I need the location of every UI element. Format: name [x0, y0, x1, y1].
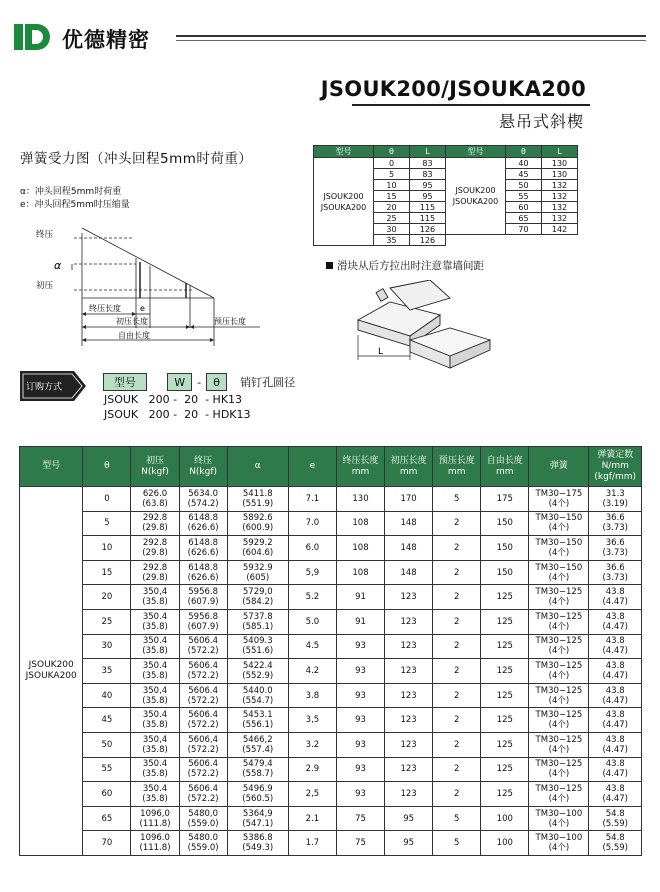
spec-cell: 350.4 (35.8) — [131, 609, 179, 634]
spec-cell: 93 — [336, 683, 384, 708]
spec-cell: 5 — [433, 831, 481, 856]
bullet-square-icon — [326, 262, 333, 269]
spec-th: 型号 — [20, 447, 83, 487]
small-cell: 35 — [374, 235, 410, 246]
spec-cell: 125 — [481, 782, 529, 807]
spring-force-diagram — [14, 218, 274, 353]
spec-cell: 43.8 (4.47) — [589, 683, 642, 708]
spec-cell: 350,4 (35.8) — [131, 732, 179, 757]
order-model-box: 型号 — [103, 373, 147, 391]
table-row — [20, 831, 642, 856]
spec-table — [19, 446, 642, 856]
spec-cell: 43.8 (4.47) — [589, 634, 642, 659]
order-format — [103, 371, 295, 391]
spec-cell: 2 — [433, 609, 481, 634]
spec-cell: TM30−125 (4个) — [529, 757, 589, 782]
spec-th: 弹簧 — [529, 447, 589, 487]
spec-cell: 5729,0 (584.2) — [227, 585, 288, 610]
small-cell: 130 — [542, 169, 578, 180]
spec-cell: 5479.4 (558.7) — [227, 757, 288, 782]
small-cell: 55 — [506, 191, 542, 202]
spec-cell: 5480,0 (559.0) — [179, 806, 227, 831]
spec-th: 预压长度 mm — [433, 447, 481, 487]
spec-cell: 40 — [83, 683, 131, 708]
small-cell: 126 — [410, 235, 446, 246]
table-row — [20, 585, 642, 610]
spec-cell: 5496.9 (560.5) — [227, 782, 288, 807]
label-initial-pressure: 初压 — [36, 281, 54, 291]
table-row — [314, 158, 578, 169]
spec-cell: 2 — [433, 732, 481, 757]
spec-cell: 148 — [385, 536, 433, 561]
spec-cell: 123 — [385, 634, 433, 659]
spec-cell: 350,4 (35.8) — [131, 585, 179, 610]
spec-cell: 350.4 (35.8) — [131, 757, 179, 782]
small-cell: 115 — [410, 202, 446, 213]
table-row — [20, 732, 642, 757]
spec-cell: 75 — [336, 831, 384, 856]
small-cell: 30 — [374, 224, 410, 235]
diagram-legend — [20, 186, 130, 212]
spec-cell: 123 — [385, 585, 433, 610]
spec-th: α — [227, 447, 288, 487]
spec-cell: 20 — [83, 585, 131, 610]
label-L: L — [378, 347, 384, 357]
spec-cell: 43.8 (4.47) — [589, 659, 642, 684]
spec-cell: 43.8 (4.47) — [589, 782, 642, 807]
small-cell: 132 — [542, 202, 578, 213]
table-row — [20, 609, 642, 634]
small-cell: 142 — [542, 224, 578, 235]
spec-cell: 125 — [481, 757, 529, 782]
spec-cell: 125 — [481, 609, 529, 634]
spec-th: 弹簧定数 N/mm (kgf/mm) — [589, 447, 642, 487]
small-empty-cell — [446, 235, 578, 246]
small-cell: 132 — [542, 191, 578, 202]
spec-cell: 350,4 (35.8) — [131, 683, 179, 708]
spec-cell: 25 — [83, 609, 131, 634]
spec-cell: 2.1 — [288, 806, 336, 831]
spec-cell: 292.8 (29.8) — [131, 560, 179, 585]
spec-cell: 108 — [336, 536, 384, 561]
small-cell: 65 — [506, 213, 542, 224]
jd-logo-icon — [14, 24, 56, 50]
spec-cell: 108 — [336, 560, 384, 585]
small-cell: 0 — [374, 158, 410, 169]
spec-cell: 54.8 (5.59) — [589, 806, 642, 831]
spec-cell: 30 — [83, 634, 131, 659]
spec-cell: 2 — [433, 560, 481, 585]
spec-cell: 3,5 — [288, 708, 336, 733]
small-th: 型号 — [446, 146, 506, 158]
spec-cell: 43.8 (4.47) — [589, 757, 642, 782]
spec-cell: 5440.0 (554.7) — [227, 683, 288, 708]
spec-cell: 5737.8 (585.1) — [227, 609, 288, 634]
legend-e: e：冲头回程5mm时压缩量 — [20, 200, 130, 210]
order-w-box: W — [167, 373, 192, 391]
spec-cell: 5606.4 (572.2) — [179, 708, 227, 733]
spec-cell: 5956.8 (607.9) — [179, 585, 227, 610]
spec-th: 终压长度 mm — [336, 447, 384, 487]
spec-cell: 3.2 — [288, 732, 336, 757]
spec-cell: 93 — [336, 732, 384, 757]
spec-cell: 350.4 (35.8) — [131, 708, 179, 733]
spec-cell: 5.0 — [288, 609, 336, 634]
spec-cell: 7.0 — [288, 511, 336, 536]
spec-cell: 130 — [336, 487, 384, 512]
spec-cell: 5606.4 (572.2) — [179, 782, 227, 807]
spec-cell: 43.8 (4.47) — [589, 732, 642, 757]
spec-cell: 123 — [385, 732, 433, 757]
label-free-length: 自由长度 — [118, 331, 150, 340]
spec-cell: 5929.2 (604.6) — [227, 536, 288, 561]
small-cell: 132 — [542, 180, 578, 191]
spec-cell: 2,5 — [288, 782, 336, 807]
spec-cell: 5,9 — [288, 560, 336, 585]
spec-cell: 6.0 — [288, 536, 336, 561]
small-cell: 83 — [410, 169, 446, 180]
spec-cell: 93 — [336, 782, 384, 807]
spec-cell: 5364,9 (547.1) — [227, 806, 288, 831]
spec-th: θ — [83, 447, 131, 487]
spec-cell: 175 — [481, 487, 529, 512]
header-rule — [176, 35, 646, 37]
order-badge-text: 订购方式 — [26, 382, 63, 393]
spec-cell: 350.4 (35.8) — [131, 659, 179, 684]
label-end-pressure: 终压 — [36, 230, 54, 240]
label-alpha: α — [54, 259, 62, 272]
spec-cell: 36.6 (3.73) — [589, 511, 642, 536]
label-e: e — [140, 304, 145, 313]
spec-cell: 60 — [83, 782, 131, 807]
spec-cell: 5466,2 (557.4) — [227, 732, 288, 757]
spec-cell: 0 — [83, 487, 131, 512]
spec-cell: 3.8 — [288, 683, 336, 708]
table-row — [20, 487, 642, 512]
brand-name: 优德精密 — [62, 28, 150, 52]
spec-cell: 123 — [385, 683, 433, 708]
title-rule — [352, 104, 590, 106]
wedge-illustration — [350, 280, 500, 370]
spec-cell: 5932.9 (605) — [227, 560, 288, 585]
spec-cell: 5 — [83, 511, 131, 536]
small-cell: 15 — [374, 191, 410, 202]
spec-th: e — [288, 447, 336, 487]
spec-cell: 5 — [433, 806, 481, 831]
spec-cell: 125 — [481, 585, 529, 610]
order-theta-box: θ — [206, 373, 227, 391]
table-row — [20, 806, 642, 831]
spec-cell: 5606.4 (572.2) — [179, 757, 227, 782]
spec-cell: 5453.1 (556.1) — [227, 708, 288, 733]
spec-cell: 43.8 (4.47) — [589, 609, 642, 634]
spec-cell: 15 — [83, 560, 131, 585]
spec-cell: 93 — [336, 659, 384, 684]
order-code-line: JSOUK 200 - 20 - HDK13 — [104, 408, 251, 421]
spec-cell: 5386.8 (549.3) — [227, 831, 288, 856]
table-row — [20, 560, 642, 585]
spec-cell: 292.8 (29.8) — [131, 511, 179, 536]
small-cell: 5 — [374, 169, 410, 180]
spec-cell: 5606.4 (572.2) — [179, 634, 227, 659]
spec-cell: 6148.8 (626.6) — [179, 560, 227, 585]
order-code-line: JSOUK 200 - 20 - HK13 — [104, 393, 243, 406]
spec-cell: TM30−150 (4个) — [529, 560, 589, 585]
spec-cell: 5606.4 (572.2) — [179, 659, 227, 684]
spec-cell: TM30−100 (4个) — [529, 831, 589, 856]
small-model-cell: JSOUK200 JSOUKA200 — [314, 158, 374, 246]
table-row — [20, 634, 642, 659]
spec-cell: 5956.8 (607.9) — [179, 609, 227, 634]
table-row — [20, 659, 642, 684]
spec-cell: 5.2 — [288, 585, 336, 610]
spec-cell: 10 — [83, 536, 131, 561]
spec-cell: 50 — [83, 732, 131, 757]
small-cell: 20 — [374, 202, 410, 213]
spec-cell: 70 — [83, 831, 131, 856]
small-th: 型号 — [314, 146, 374, 158]
spec-th: 自由长度 mm — [481, 447, 529, 487]
spec-cell: 2 — [433, 585, 481, 610]
spec-cell: 5606.4 (572.2) — [179, 683, 227, 708]
spec-th: 终压 N(kgf) — [179, 447, 227, 487]
small-cell: 95 — [410, 191, 446, 202]
small-cell: 130 — [542, 158, 578, 169]
spec-cell: 7.1 — [288, 487, 336, 512]
spec-cell: 125 — [481, 683, 529, 708]
spec-cell: 4.2 — [288, 659, 336, 684]
label-pre-length: 预压长度 — [214, 317, 246, 326]
spec-cell: 148 — [385, 560, 433, 585]
spec-cell: 1096,0 (111.8) — [131, 806, 179, 831]
spec-cell: 5480.0 (559.0) — [179, 831, 227, 856]
spec-cell: 91 — [336, 585, 384, 610]
spec-cell: 123 — [385, 659, 433, 684]
page-subtitle: 悬吊式斜楔 — [498, 112, 584, 131]
small-cell: 126 — [410, 224, 446, 235]
spec-cell: 150 — [481, 560, 529, 585]
spec-cell: 125 — [481, 732, 529, 757]
spec-cell: 150 — [481, 536, 529, 561]
spec-cell: 5422.4 (552.9) — [227, 659, 288, 684]
spec-cell: 43.8 (4.47) — [589, 708, 642, 733]
header-rule-thin — [176, 40, 646, 41]
table-row — [20, 683, 642, 708]
small-cell: 95 — [410, 180, 446, 191]
spec-cell: 93 — [336, 708, 384, 733]
order-codes — [104, 392, 251, 422]
small-cell: 115 — [410, 213, 446, 224]
spec-cell: 148 — [385, 511, 433, 536]
spec-cell: 350.4 (35.8) — [131, 782, 179, 807]
spec-th: 初压 N(kgf) — [131, 447, 179, 487]
spec-cell: 292.8 (29.8) — [131, 536, 179, 561]
spec-cell: 125 — [481, 634, 529, 659]
spec-cell: TM30−125 (4个) — [529, 659, 589, 684]
spec-model-cell: JSOUK200 JSOUKA200 — [20, 487, 83, 856]
spec-cell: 2.9 — [288, 757, 336, 782]
small-cell: 45 — [506, 169, 542, 180]
page-title: JSOUK200/JSOUKA200 — [320, 77, 586, 101]
spec-cell: 2 — [433, 659, 481, 684]
spec-cell: TM30−125 (4个) — [529, 585, 589, 610]
table-row — [20, 782, 642, 807]
spec-cell: 150 — [481, 511, 529, 536]
spec-cell: TM30−100 (4个) — [529, 806, 589, 831]
angle-length-table — [313, 145, 578, 246]
spec-cell: 43.8 (4.47) — [589, 585, 642, 610]
spec-cell: 2 — [433, 683, 481, 708]
spec-cell: 93 — [336, 634, 384, 659]
spec-cell: 125 — [481, 708, 529, 733]
small-th: θ — [506, 146, 542, 158]
small-model-cell: JSOUK200 JSOUKA200 — [446, 158, 506, 235]
spec-cell: 5409.3 (551.6) — [227, 634, 288, 659]
legend-alpha: α：冲头回程5mm时荷重 — [20, 187, 122, 197]
spec-cell: TM30−125 (4个) — [529, 634, 589, 659]
spec-cell: 65 — [83, 806, 131, 831]
small-cell: 10 — [374, 180, 410, 191]
spec-cell: 31.3 (3.19) — [589, 487, 642, 512]
spec-cell: 2 — [433, 782, 481, 807]
spec-cell: 2 — [433, 536, 481, 561]
table-row — [20, 757, 642, 782]
diagram-title: 弹簧受力图（冲头回程5mm时荷重） — [20, 151, 253, 167]
order-badge — [20, 371, 86, 401]
spec-cell: 5 — [433, 487, 481, 512]
spec-cell: 350.4 (35.8) — [131, 634, 179, 659]
spec-cell: 125 — [481, 659, 529, 684]
small-th: L — [410, 146, 446, 158]
spec-cell: 36.6 (3.73) — [589, 536, 642, 561]
note — [326, 258, 484, 273]
spec-cell: 2 — [433, 511, 481, 536]
small-cell: 40 — [506, 158, 542, 169]
spec-cell: 54.8 (5.59) — [589, 831, 642, 856]
spec-cell: 1096.0 (111.8) — [131, 831, 179, 856]
spec-cell: TM30−150 (4个) — [529, 536, 589, 561]
spec-cell: TM30−125 (4个) — [529, 732, 589, 757]
label-end-length: 终压长度 — [89, 304, 121, 313]
spec-cell: 100 — [481, 831, 529, 856]
spec-cell: 108 — [336, 511, 384, 536]
spec-cell: 5411.8 (551.9) — [227, 487, 288, 512]
spec-cell: 36.6 (3.73) — [589, 560, 642, 585]
spec-cell: 35 — [83, 659, 131, 684]
spec-cell: TM30−125 (4个) — [529, 708, 589, 733]
spec-cell: 95 — [385, 831, 433, 856]
spec-cell: 2 — [433, 634, 481, 659]
spec-cell: 123 — [385, 708, 433, 733]
spec-cell: 100 — [481, 806, 529, 831]
small-cell: 70 — [506, 224, 542, 235]
spec-cell: 91 — [336, 609, 384, 634]
spec-cell: 626.0 (63.8) — [131, 487, 179, 512]
small-th: L — [542, 146, 578, 158]
spec-cell: TM30−125 (4个) — [529, 782, 589, 807]
note-text: 滑块从后方拉出时注意靠墙间距 — [337, 260, 484, 272]
small-cell: 50 — [506, 180, 542, 191]
spec-cell: 123 — [385, 609, 433, 634]
table-row — [20, 536, 642, 561]
spec-cell: 2 — [433, 708, 481, 733]
spec-cell: TM30−125 (4个) — [529, 683, 589, 708]
spec-cell: TM30−150 (4个) — [529, 511, 589, 536]
spec-cell: 55 — [83, 757, 131, 782]
spec-cell: 123 — [385, 757, 433, 782]
small-cell: 132 — [542, 213, 578, 224]
spec-cell: 2 — [433, 757, 481, 782]
spec-cell: 45 — [83, 708, 131, 733]
spec-cell: 1.7 — [288, 831, 336, 856]
spec-cell: 75 — [336, 806, 384, 831]
small-cell: 25 — [374, 213, 410, 224]
order-pin-label: 销钉孔圆径 — [240, 376, 296, 389]
spec-cell: 6148.8 (626.6) — [179, 511, 227, 536]
spec-cell: 4.5 — [288, 634, 336, 659]
small-cell: 83 — [410, 158, 446, 169]
small-th: θ — [374, 146, 410, 158]
spec-cell: 5606,4 (572.2) — [179, 732, 227, 757]
small-cell: 60 — [506, 202, 542, 213]
label-initial-length: 初压长度 — [116, 317, 148, 326]
table-row — [20, 511, 642, 536]
spec-cell: 170 — [385, 487, 433, 512]
spec-cell: 93 — [336, 757, 384, 782]
spec-cell: TM30−125 (4个) — [529, 609, 589, 634]
table-row — [20, 708, 642, 733]
spec-th: 初压长度 mm — [385, 447, 433, 487]
spec-cell: 5634.0 (574.2) — [179, 487, 227, 512]
spec-cell: 95 — [385, 806, 433, 831]
spec-cell: 5892.6 (600.9) — [227, 511, 288, 536]
spec-cell: 123 — [385, 782, 433, 807]
spec-cell: TM30−175 (4个) — [529, 487, 589, 512]
spec-cell: 6148.8 (626.6) — [179, 536, 227, 561]
order-dash: - — [197, 376, 202, 389]
